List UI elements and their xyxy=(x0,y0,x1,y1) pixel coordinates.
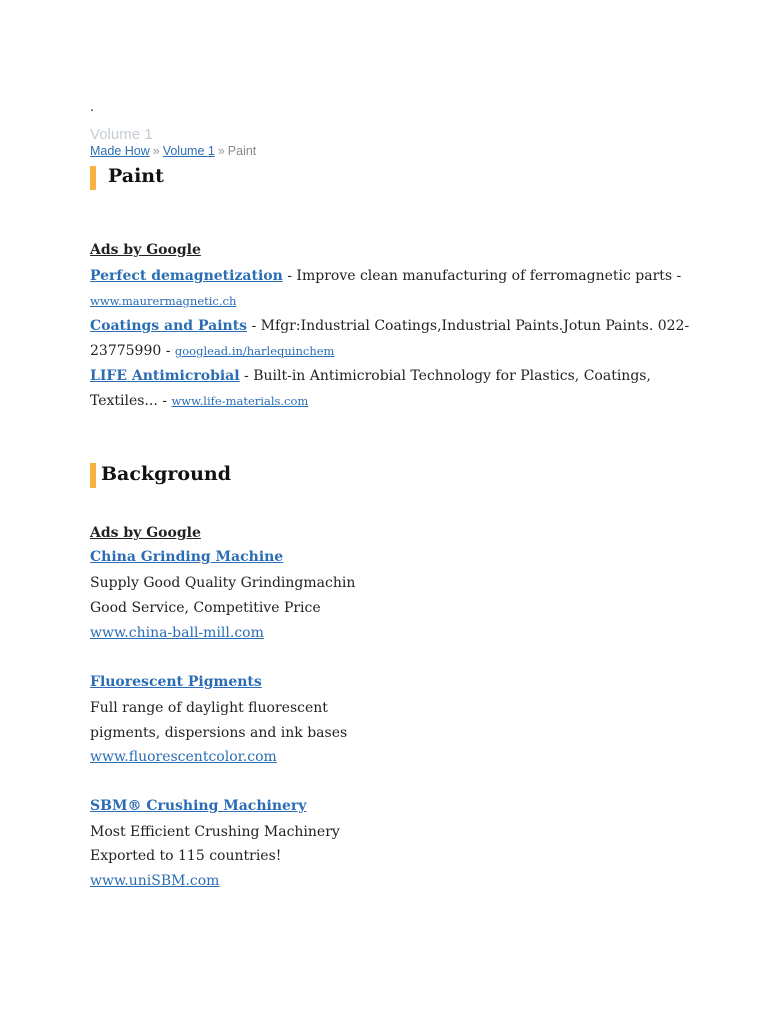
ad-description: 23775990 - xyxy=(90,343,175,359)
ad-text-line: Exported to 115 countries! xyxy=(90,848,282,864)
ad-text-line: Good Service, Competitive Price xyxy=(90,600,321,616)
ad-link-perfect-demagnetization[interactable]: Perfect demagnetization xyxy=(90,268,283,284)
heading-accent-bar xyxy=(90,463,96,488)
ad-link-coatings-and-paints[interactable]: Coatings and Paints xyxy=(90,318,248,334)
ads-label-top: Ads by Google xyxy=(90,242,201,258)
ad-line xyxy=(90,339,334,364)
stray-dot: . xyxy=(90,100,95,115)
breadcrumb-made-how[interactable]: Made How xyxy=(90,144,150,158)
ad-text-line: pigments, dispersions and ink bases xyxy=(90,725,348,741)
ad-description: Textiles... - xyxy=(90,393,172,409)
breadcrumb xyxy=(90,144,256,158)
breadcrumb-separator: » xyxy=(217,144,225,158)
ad-line xyxy=(90,289,236,314)
ad-description: - Built-in Antimicrobial Technology for Plastics, Coatings, xyxy=(239,368,651,384)
ad-description: - Improve clean manufacturing of ferromagnetic parts - xyxy=(282,268,682,284)
ad-link-life-antimicrobial[interactable]: LIFE Antimicrobial xyxy=(90,368,240,384)
ads-label-bottom: Ads by Google xyxy=(90,525,201,541)
ad-url-unisbm[interactable]: www.uniSBM.com xyxy=(90,873,220,889)
breadcrumb-volume-1[interactable]: Volume 1 xyxy=(162,144,215,158)
ad-url-googlead[interactable]: googlead.in/harlequinchem xyxy=(174,344,335,358)
ad-line xyxy=(90,264,681,289)
ad-url-life-materials[interactable]: www.life-materials.com xyxy=(171,394,309,408)
ad-line xyxy=(90,314,689,339)
ad-link-fluorescent-pigments[interactable]: Fluorescent Pigments xyxy=(90,674,262,690)
breadcrumb-current: Paint xyxy=(227,144,257,158)
ad-url-maurermagnetic[interactable]: www.maurermagnetic.ch xyxy=(90,294,237,308)
ad-line xyxy=(90,364,651,389)
breadcrumb-separator: » xyxy=(152,144,160,158)
heading-accent-bar xyxy=(90,166,96,190)
page-title: Paint xyxy=(108,165,164,187)
ad-text-line: Supply Good Quality Grindingmachin xyxy=(90,575,356,591)
ad-description: - Mfgr:Industrial Coatings,Industrial Paints.Jotun Paints. 022- xyxy=(247,318,690,334)
ad-text-line: Most Efficient Crushing Machinery xyxy=(90,824,340,840)
ad-url-china-ball-mill[interactable]: www.china-ball-mill.com xyxy=(90,625,264,641)
section-heading-background: Background xyxy=(101,463,231,485)
ad-text-line: Full range of daylight fluorescent xyxy=(90,700,328,716)
ad-link-china-grinding-machine[interactable]: China Grinding Machine xyxy=(90,549,284,565)
volume-title: Volume 1 xyxy=(90,126,153,143)
ad-url-fluorescentcolor[interactable]: www.fluorescentcolor.com xyxy=(90,749,277,765)
ad-link-sbm-crushing-machinery[interactable]: SBM® Crushing Machinery xyxy=(90,798,307,814)
ad-line xyxy=(90,389,308,414)
